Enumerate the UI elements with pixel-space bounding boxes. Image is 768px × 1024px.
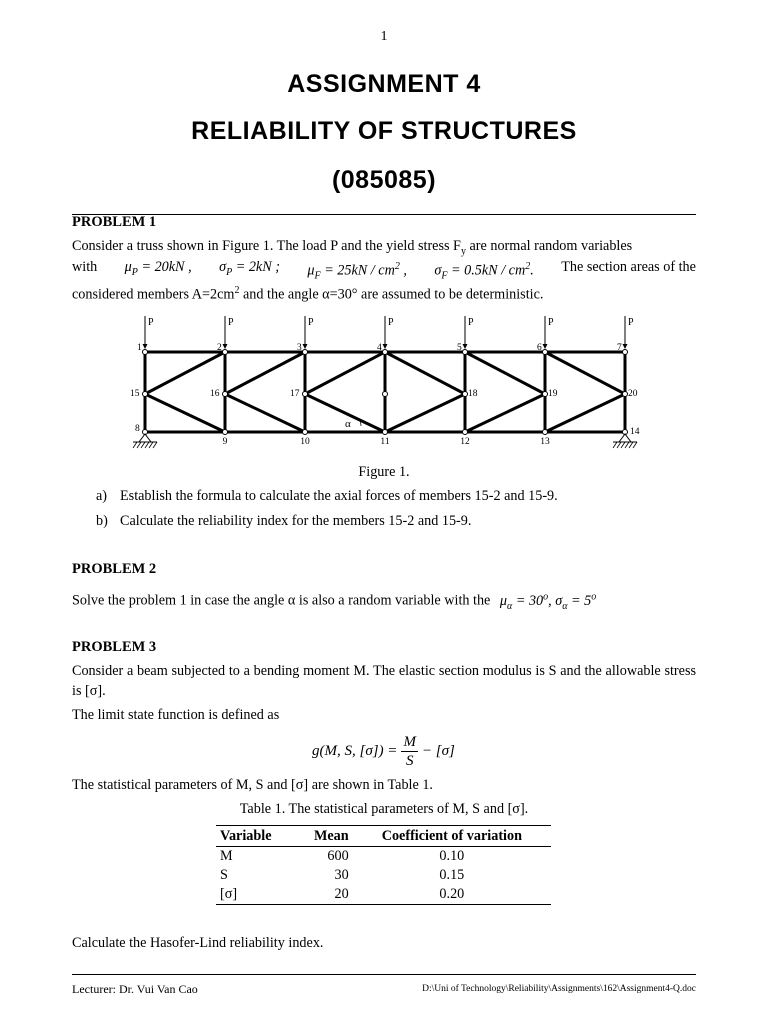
joint — [383, 430, 388, 435]
title-rule — [72, 214, 696, 215]
joint — [463, 350, 468, 355]
table-row — [216, 885, 551, 905]
node-label: 10 — [300, 437, 310, 447]
joint — [143, 392, 148, 397]
node-label: 1 — [137, 343, 142, 353]
node-label: 13 — [540, 437, 550, 447]
problem-1-item-b: b) Calculate the reliability index for the members 15-2 and 15-9. — [96, 513, 472, 529]
load-arrow-head — [543, 344, 548, 349]
problem-1-heading: PROBLEM 1 — [72, 214, 157, 230]
node-label: 20 — [628, 389, 638, 399]
diagonal-member — [545, 352, 625, 394]
load-arrow-head — [143, 344, 148, 349]
node-label: 6 — [537, 343, 542, 353]
problem-1-intro-line-2: with $\mu_P = 20kN$ , $\sigma_P = 2kN$ ; $\mu_F = 25kN / cm^2$ , $\sigma_F = 0.5kN / cm^2$. The section areas of the — [72, 259, 696, 282]
joint — [623, 350, 628, 355]
load-label: P — [228, 317, 234, 328]
table-cell: S — [220, 867, 228, 883]
title-line-1: ASSIGNMENT 4 — [287, 70, 481, 98]
load-arrow-head — [303, 344, 308, 349]
table-cell: 30 — [334, 867, 349, 883]
figure-1-caption: Figure 1. — [358, 464, 410, 480]
joint — [143, 350, 148, 355]
limit-state-formula: g(M, S, [σ]) = $\frac{M}{S}$ − [σ] — [312, 733, 455, 769]
table-cell: 0.10 — [439, 848, 465, 864]
table-cell: M — [220, 848, 233, 864]
table-cell: 0.15 — [439, 867, 465, 883]
table-cell: 20 — [296, 885, 353, 905]
table-header: Mean — [296, 826, 353, 847]
truss-figure — [120, 312, 650, 462]
joint — [223, 430, 228, 435]
support-hatch — [621, 442, 625, 448]
joint — [543, 350, 548, 355]
table-row — [216, 866, 551, 885]
support-hatch — [141, 442, 145, 448]
diagonal-member — [145, 394, 225, 432]
problem-1-intro-line-3: considered members $A=2cm^2$ and the angle α=30° are assumed to be deterministic. — [72, 285, 544, 303]
page-number: 1 — [380, 29, 388, 44]
title-line-3: (085085) — [331, 166, 437, 194]
support-hatch — [137, 442, 141, 448]
limit-state-text: The limit state function is defined as — [72, 707, 280, 723]
joint — [303, 350, 308, 355]
support-triangle — [139, 434, 151, 442]
node-label: 16 — [210, 389, 220, 399]
joint — [543, 430, 548, 435]
support-hatch — [153, 442, 157, 448]
footer-rule — [72, 974, 696, 975]
diagonal-member — [465, 394, 545, 432]
diagonal-member — [385, 352, 465, 394]
diagonal-member — [545, 394, 625, 432]
load-arrow-head — [463, 344, 468, 349]
load-arrow-head — [383, 344, 388, 349]
node-label: 8 — [135, 424, 140, 434]
table-cell: 0.20 — [353, 885, 551, 905]
node-label: 12 — [460, 437, 470, 447]
joint — [303, 392, 308, 397]
diagonal-member — [225, 352, 305, 394]
problem-3-task: Calculate the Hasofer-Lind reliability index. — [72, 935, 324, 951]
support-hatch — [145, 442, 149, 448]
diagonal-member — [225, 394, 305, 432]
diagonal-member — [145, 352, 225, 394]
problem-1-intro-line-1: Consider a truss shown in Figure 1. The load P and the yield stress $F_y$ are normal random variables — [72, 238, 633, 257]
table-cell: 600 — [327, 848, 349, 864]
joint — [543, 392, 548, 397]
formula-fraction: $\frac{M}{S}$ — [403, 733, 416, 769]
joint — [463, 430, 468, 435]
statistical-parameters-text: The statistical parameters of M, S and [σ] are shown in Table 1. — [72, 777, 433, 793]
support-hatch — [617, 442, 621, 448]
joint — [463, 392, 468, 397]
table-header-row — [216, 826, 551, 847]
node-label: 11 — [380, 437, 390, 447]
angle-label: α — [345, 418, 351, 430]
diagonal-member — [305, 352, 385, 394]
support-hatch — [629, 442, 633, 448]
load-label: P — [388, 317, 394, 328]
support-hatch — [633, 442, 637, 448]
diagonal-member — [465, 352, 545, 394]
node-label: 5 — [457, 343, 462, 353]
title-line-2: RELIABILITY OF STRUCTURES — [191, 117, 577, 145]
node-label: 3 — [297, 343, 302, 353]
support-hatch — [149, 442, 153, 448]
statistics-table — [216, 825, 551, 905]
footer-file-path: D:\Uni of Technology\Reliability\Assignments\162\Assignment4-Q.doc — [422, 984, 696, 994]
load-label: P — [628, 317, 634, 328]
problem-3-heading: PROBLEM 3 — [72, 639, 157, 655]
load-label: P — [148, 317, 154, 328]
node-label: 15 — [130, 389, 140, 399]
load-arrow-head — [623, 344, 628, 349]
node-label: 9 — [222, 437, 228, 447]
problem-3-intro: Consider a beam subjected to a bending moment M. The elastic section modulus is S and the allowable stress is [σ]. — [72, 663, 696, 699]
table-header: Variable — [216, 826, 296, 847]
support-hatch — [613, 442, 617, 448]
node-label: 2 — [217, 343, 222, 353]
node-label: 4 — [377, 343, 382, 353]
support-hatch — [625, 442, 629, 448]
node-label: 19 — [548, 389, 558, 399]
table-header: Coefficient of variation — [353, 826, 551, 847]
footer-lecturer: Lecturer: Dr. Vui Van Cao — [72, 982, 198, 996]
problem-2-heading: PROBLEM 2 — [72, 561, 157, 577]
load-label: P — [308, 317, 314, 328]
load-arrow-head — [223, 344, 228, 349]
joint — [623, 392, 628, 397]
load-label: P — [548, 317, 554, 328]
table-1-caption: Table 1. The statistical parameters of M, S and [σ]. — [239, 801, 529, 817]
node-label: 14 — [630, 427, 640, 437]
problem-2-text: Solve the problem 1 in case the angle α is also a random variable with the $\mu_\alpha = 30^o$, $\sigma_\alpha = 5^o$ — [72, 591, 597, 612]
node-label: 7 — [617, 343, 622, 353]
diagonal-member — [385, 394, 465, 432]
joint — [383, 350, 388, 355]
support-hatch — [133, 442, 137, 448]
table-cell: [σ] — [216, 885, 296, 905]
table-row — [216, 847, 551, 867]
node-label: 17 — [290, 389, 300, 399]
load-label: P — [468, 317, 474, 328]
node-label: 18 — [468, 389, 478, 399]
joint — [223, 392, 228, 397]
joint — [223, 350, 228, 355]
joint — [303, 430, 308, 435]
joint — [383, 392, 388, 397]
problem-1-item-a: a) Establish the formula to calculate the axial forces of members 15-2 and 15-9. — [96, 488, 558, 504]
